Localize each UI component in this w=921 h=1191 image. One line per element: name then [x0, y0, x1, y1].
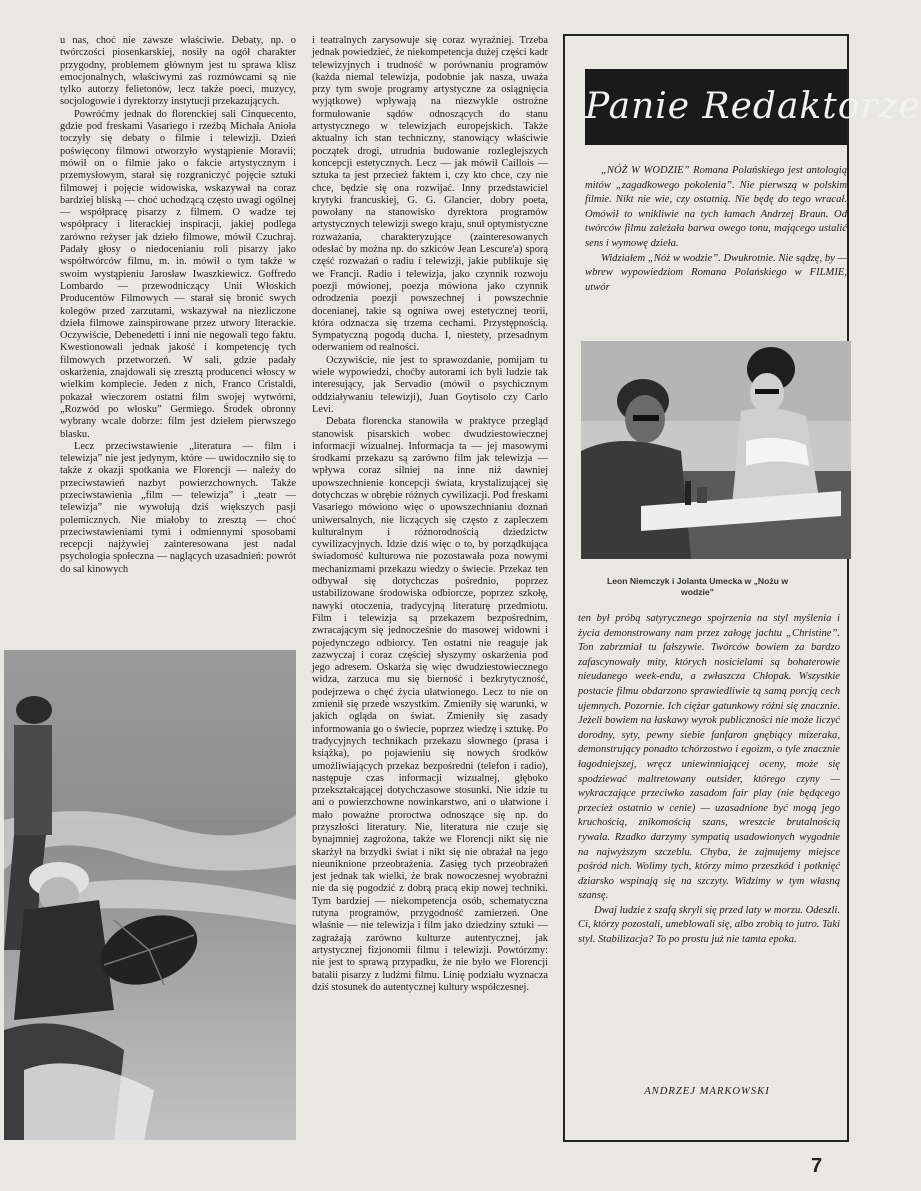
article-column-2 — [312, 35, 548, 1145]
page-number: 7 — [811, 1155, 823, 1177]
beach-photo — [4, 650, 296, 1140]
article-paragraph: Lecz przeciwstawienie „literatura — film i telewizja” nie jest jedynym, które — uwidoczniło się to także z okazji spotkania we Florencji — należy do przeciwstawień nazbyt powierzchownych. Także przeciwstawienia „film — telewizja” i „teatr — telewizja” nie wywołują dziś większych pasji polemicznych. Nie miałoby to zresztą — choć przeciwstawieniami tymi i odmiennymi sposobami recepcji najżywiej zainteresowana jest nadal psychologia społeczna — naglących uzasadnień: powrót do sal kinowych — [60, 440, 296, 575]
article-paragraph: i teatralnych zarysowuje się coraz wyraźniej. Trzeba jednak powiedzieć, że niekompetencja dużej części kadr telewizyjnych i trudność w porównaniu programów (każda niemal telewizja, podobnie jak nasza, uważa przy tym swoje programy artystyczne za osiągnięcia wyjątkowe) wpływają na niezwykle ostrożne formułowanie sądów odnoszących do stanu artystycznego w telewizjach europejskich. Także aktualny ich stan techniczny, stanowiący właściwie początek drogi, utrudnia budowanie rozleglejszych koncepcji estetycznych. Lecz — jak mówił Caillois — sztuka ta jest przecież faktem i, czy kto chce, czy nie chce, będzie się ona rozwijać. Inny przedstawiciel krytyki francuskiej, G. G. Glancier, dobry poeta, powołany na stanowisko dyrektora programów artystycznych telewizji swego kraju, snuł optymistyczne rozważania, charakteryzujące (zainteresowanych odesłać by można np. do szkiców Jean Lescure'a) sporą część rozważań o radiu i telewizji, jakie publikuje się we Francji. Radio i telewizja, jako czynnik rozwoju poezji mówionej, poezja mówiona jako czynnik odrodzenia poezji powszechnej i powszechnie docenianej, takie są ogniwa owej estetycznej teorii, która odznacza się trzema cechami. Przystępnością. Sympatyczną pogodą ducha. I, niestety, przesadnym oderwaniem od realności. — [312, 35, 548, 354]
letter-paragraph: Widziałem „Nóż w wodzie”. Dwukrotnie. Nie sądzę, by — wbrew wypowiedziom Romana Polańskiego w FILMIE, utwór — [585, 252, 847, 293]
letter-paragraph: „NÓŻ W WODZIE” Romana Polańskiego jest antologią mitów „zagadkowego pokolenia”. Nie pierwszą w polskim filmie. Nikt nie wie, czy ostatnią. Nie będę do tego wracał. Omówił to wnikliwie na tych łamach Andrzej Braun. Od twórców filmu zależała barwa owego tonu, mającego ustalić sens i wymowę dzieła. — [585, 165, 847, 249]
letter-box — [563, 34, 921, 1142]
article-column-1 — [60, 35, 296, 645]
article-paragraph: Powróćmy jednak do florenckiej sali Cinquecento, gdzie pod freskami Vasariego i rzeźbą Michała Anioła toczyły się debaty o filmie i telewizji. Dzień poświęcony filmowi otworzyło wystąpienie Moravii; mówił on o filmie jako o fakcie artystycznym i przemysłowym, starał się rozgraniczyć pojęcie sztuki filmowej i pojęcie widowiska, wskazywał na coraz bardziej bliską — choć uchodzącą często uwagi ogólnej — współpracę pisarzy z filmem. O wadze tej współpracy i literackiej inspiracji, jakiej podlega zarówno reżyser jak dzieło filmowe, mówił Czuchraj. Padały głosy o niedocenianiu roli pisarzy jako współtwórców filmu, m. in. mówił o tym także w swoim wystąpieniu Jarosław Iwaszkiewicz. Goffredo Lombardo — przewodniczący Unii Włoskich Producentów Filmowych — starał się bronić swych kolegów przed zarzutami, wskazywał na niezliczone dzieła filmowe zainspirowane przez utwory literackie. Oczywiście, Debenedetti i inni nie negowali tego faktu. Kwestionowali jednak jakość i kompetencję tych filmowych przetworzeń. W sali, gdzie padały oskarżenia, znajdowali się zresztą producenci włoscy w wielkim komplecie. Jeden z nich, Franco Cristaldi, pokazał wieczorem ostatni film swojej wytwórni, „Rozwód po włosku” Germiego. Środek obronny wybrany wcale dobrze: film jest dziełem pierwszego blasku. — [60, 108, 296, 440]
article-paragraph: Oczywiście, nie jest to sprawozdanie, pomijam tu wiele wypowiedzi, choćby autorami ich byli ludzie tak interesujący, jak Servadio (mówił o psychicznym oddziaływaniu telewizji), Juan Goytisolo czy Carlo Levi. — [312, 354, 548, 415]
letter-paragraph: Dwaj ludzie z szafą skryli się przed laty w morzu. Odeszli. Ci, którzy pozostali, umeblowali się, albo zrobią to jutro. Taki styl. Stabilizacja? To po prostu już nie tamta epoka. — [578, 904, 841, 946]
letter-paragraph: ten był próbą satyrycznego spojrzenia na styl myślenia i życia demonstrowany nam przez załogę jachtu „Christine”. Ton zabrzmiał tu fałszywie. Twórców bowiem za bardzo zafascynowały mity, których nosicielami są bohaterowie nieudanego week-endu, a zwłaszcza Chłopak. Wszystkie postacie filmu obdarzono sprawiedliwie tą samą porcją cech ujemnych. Pozornie. Ich ciężar gatunkowy różni się znacznie. Jeżeli bowiem na łaskawy wyrok publiczności nie może liczyć dorodny, syty, pewny siebie fanfaron gnębiący mizeraka, demonstrujący ponadto tchórzostwo i egoizm, o tyle znacznie łagodniejszej, wręcz uniewinniającej oceny, może się spodziewać maltretowany outsider, którego czyny — wykraczające przeciwko zasadom fair play (nie będącego przecież ostatnio w cenie) — uzasadnione być mogą jego kruchością, znikomością szans, wreszcie brutalnością rywala. Rzadko darzymy sympatią usadowionych wygodnie na najwyższym szczeblu. Chyba, że zajmujemy miejsce pośród nich. Wolimy tych, którzy mimo przeszkód i potknięć dziarsko wspinają się na szczyty. Widzimy w tym własną szansę. — [578, 613, 840, 902]
letter-body — [578, 612, 840, 1072]
photo-caption: Leon Niemczyk i Jolanta Umecka w „Nożu w wodzie” — [607, 576, 788, 597]
letter-banner — [585, 69, 921, 145]
film-still-photo — [581, 341, 851, 559]
letter-signature: ANDRZEJ MARKOWSKI — [644, 1086, 770, 1097]
article-paragraph: u nas, choć nie zawsze właściwie. Debaty, np. o twórczości piosenkarskiej, nosiły na ogół charakter przygodny, problemem głównym jest tu sprawa klisz emocjonalnych, właściwymi zaś rozmówcami są nie tylko autorzy felietonów, lecz także poeci, muzycy, socjologowie i dyrektorzy instytucji przekazujących. — [60, 35, 296, 108]
banner-title: Panie Redaktorze — [585, 86, 921, 127]
article-paragraph: Debata florencka stanowiła w praktyce przegląd stanowisk pisarskich wobec dwudziestowiecznej informacji wizualnej. Informacja ta — jej masowymi środkami przekazu są zarówno film jak telewizja — wpływa coraz silniej na inne niż dawniej upowszechnienie koncepcji świata, krystalizującej się dotychczas w obrębie różnych cywilizacji. Pod freskami Vasariego mówiono więc o upowszechnianiu doznań uniwersalnych, nie liczących się często z zapleczem kulturalnym i różnorodnością dziedzictw cywilizacyjnych. Idzie dziś więc o to, by porządkująca świadomość kulturowa nie pozostawała poza nowymi mechanizmami przekazu wiedzy o świecie. Przekaz ten odbywał się dotychczas pośrednio, poprzez ustabilizowane środowiska odbiorcze, poprzez szkołę, nawyki otoczenia, tradycyjną literaturę przedmiotu. Film i telewizja są przekazem bezpośrednim, zwracającym się jednocześnie do masowej widowni i pojedynczego odbiorcy. Ten ostatni nie reaguje jak zazwyczaj i coraz częściej słyszymy oskarżenia pod jego adresem. Oskarża się więc dwudziestowiecznego widza, zarzuca mu się bierność i bezkrytyczność, podejrzewa o chęć życia ułatwionego. Lecz to nie on zmienił się przede wszystkim. Zmieniły się warunki, w jakich ogląda on świat. Zmieniły się zasady informowania go o świecie, poprzez wiedzę i sztukę. Po tradycyjnych technikach przekazu słownego (prasa i książka), po pojawieniu się nowych środków umożliwiających przekaz bezpośredni (telefon i radio), następuje czas informacji wizualnej, głęboko przekształcającej dotychczasowe stosunki. Nie idzie tu ani o powierzchowne nowinkarstwo, ani o ułatwione i mało poważne proroctwa odnoszące się np. do przyszłości literatury. Nie, literatura nie czuje się bynajmniej zagrożona, także we Florencji nikt się nie skarżył na brzydki świat i nikt się nie obrażał na jego nieuniknione przeobrażenia. Zasięg tych przeobrażeń jest jednak tak wielki, że brak nowoczesnej wyobraźni nie da się pogodzić z dobrą pracą ekip nowej techniki. Tym bardziej — niekompetencja osób, schematyczna rutyna programów, przygodność zamierzeń. One właśnie — nie telewizja i film jako dziedziny sztuki — zagrażają zarówno kulturze autentycznej, jak artystycznej fizjonomii filmu i telewizji. Powtórzmy: nie jest to sprawą przypadku, że nie było we Florencji batalii pisarzy z ludźmi filmu. Linię podziału wyznacza dziś stosunek do autentycznej kultury współczesnej. — [312, 416, 548, 993]
